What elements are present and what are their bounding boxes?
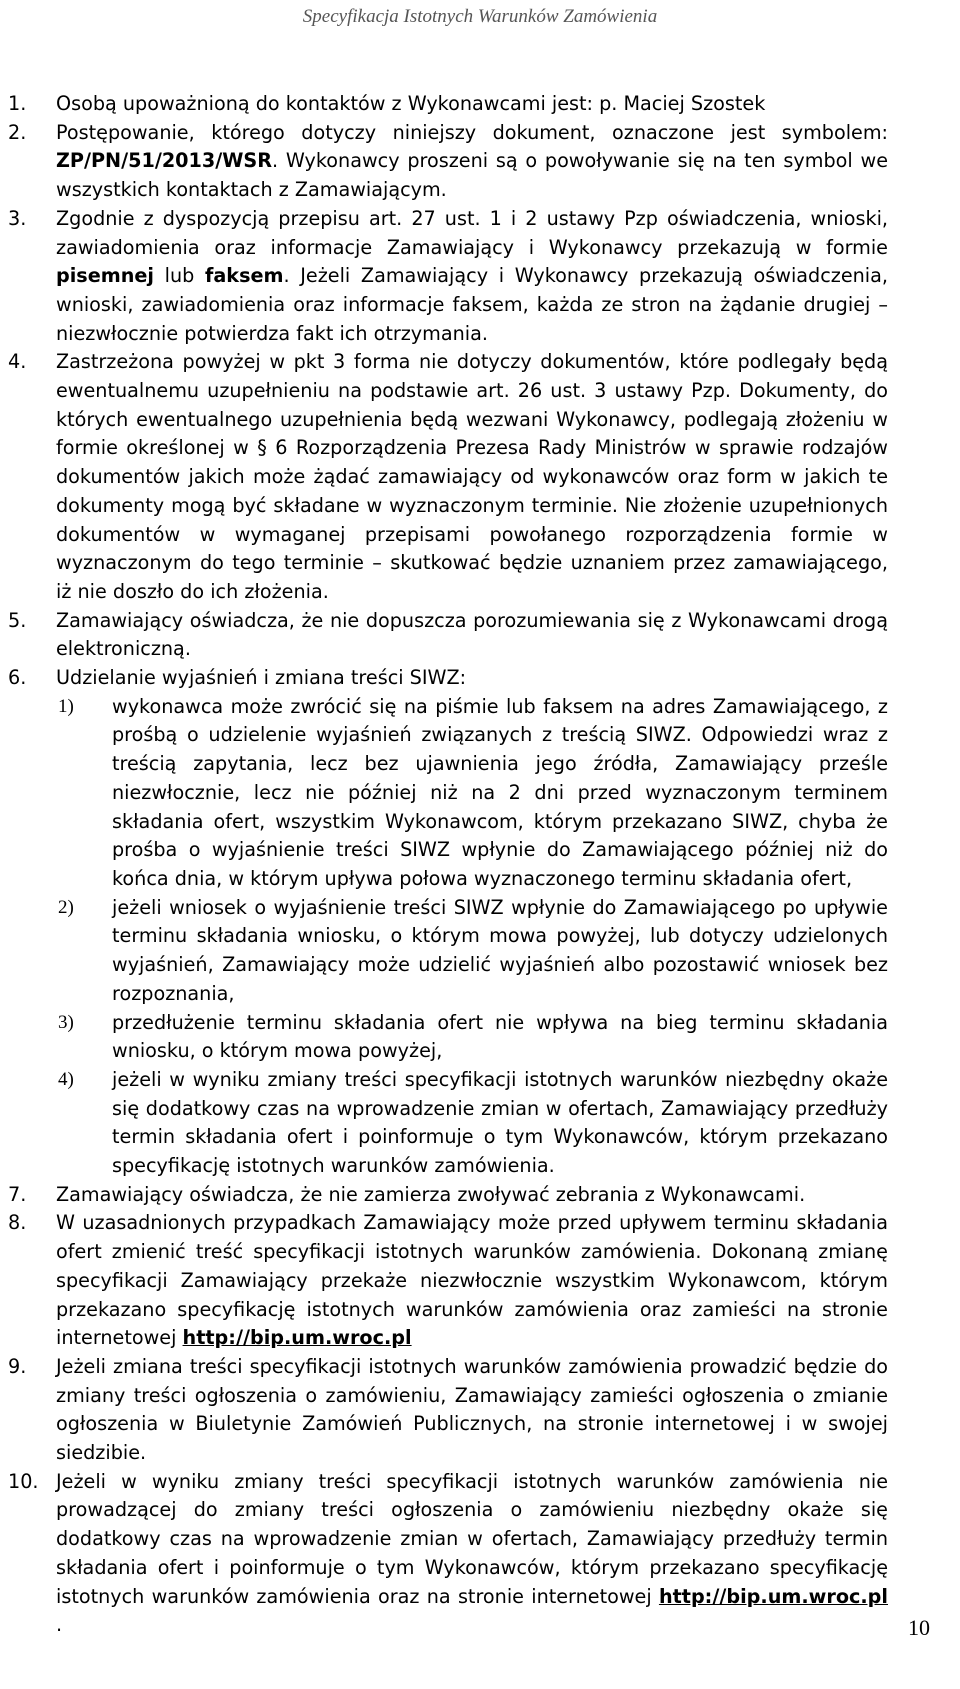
list-item xyxy=(8,664,888,693)
item-text: Jeżeli w wyniku zmiany treści specyfikacji istotnych warunków zamówienia nie prowadzącej do zmiany treści ogłoszenia o zamówieniu niezbędny okaże się dodatkowy czas na wprowadzenie zmian w ofertach, Zamawiający przedłuży termin składania ofert i poinformuje o tym Wykonawców, którym przekazano specyfikację istotnych warunków zamówienia oraz na stronie internetowej xyxy=(56,1469,888,1608)
item-text: Osobą upoważnioną do kontaktów z Wykonawcami jest: p. Maciej Szostek xyxy=(56,92,766,115)
list-item xyxy=(8,205,888,349)
page-header: Specyfikacja Istotnych Warunków Zamówienia xyxy=(302,6,658,27)
item-text: lub xyxy=(164,264,195,288)
item-text: . Jeżeli Zamawiający i Wykonawcy przekazują oświadczenia, wnioski, zawiadomienia oraz informacje faksem, każda ze stron na żądanie drugiej – niezwłocznie potwierdza fakt ich otrzymania. xyxy=(56,264,888,345)
sub-item-text: jeżeli w wyniku zmiany treści specyfikacji istotnych warunków niezbędny okaże się dodatkowy czas na wprowadzenie zmian w ofertach, Zamawiający przedłuży termin składania ofert i poinformuje o tym Wykonawców, którym przekazano specyfikację istotnych warunków zamówienia. xyxy=(112,1067,888,1178)
sub-item-text: jeżeli wniosek o wyjaśnienie treści SIWZ wpłynie do Zamawiającego po upływie terminu składania wniosku, o którym mowa powyżej, lub dotyczy udzielonych wyjaśnień, Zamawiający może udzielić wyjaśnień albo pozostawić wniosek bez rozpoznania, xyxy=(112,895,888,1005)
sub-list-item xyxy=(8,693,888,894)
bip-link[interactable]: http://bip.um.wroc.pl xyxy=(182,1326,412,1350)
sub-item-text: przedłużenie terminu składania ofert nie wpływa na bieg terminu składania wniosku, o którym mowa powyżej, xyxy=(112,1010,888,1063)
list-item xyxy=(8,1353,888,1468)
list-item xyxy=(8,119,888,205)
list-item xyxy=(8,1468,888,1640)
item-text: . Wykonawcy proszeni są o powoływanie się na ten symbol we wszystkich kontaktach z Zamawiającym. xyxy=(56,149,888,202)
sub-item-number: 4) xyxy=(58,1068,74,1090)
item-number: 10. xyxy=(8,1469,39,1493)
page-number: 10 xyxy=(908,1615,930,1640)
item-text: . xyxy=(56,1613,63,1637)
item-number: 4. xyxy=(8,350,27,374)
list-item xyxy=(8,348,888,606)
item-number: 9. xyxy=(8,1354,27,1378)
list-item xyxy=(8,1209,888,1353)
sub-list-item xyxy=(8,894,888,1009)
bip-link[interactable]: http://bip.um.wroc.pl xyxy=(658,1584,888,1608)
item-number: 3. xyxy=(8,206,27,230)
list-item xyxy=(8,1181,888,1210)
item-text: Zamawiający oświadcza, że nie zamierza zwoływać zebrania z Wykonawcami. xyxy=(56,1182,806,1206)
sub-item-number: 2) xyxy=(58,896,74,918)
sub-item-number: 1) xyxy=(58,695,74,717)
item-number: 1. xyxy=(8,92,27,115)
document-body xyxy=(8,90,888,1640)
list-item xyxy=(8,607,888,664)
item-text: Udzielanie wyjaśnień i zmiana treści SIWZ: xyxy=(56,666,467,690)
item-number: 8. xyxy=(8,1211,27,1235)
sub-list-item xyxy=(8,1066,888,1181)
sub-item-number: 3) xyxy=(58,1011,74,1033)
procedure-symbol: ZP/PN/51/2013/WSR xyxy=(56,149,272,173)
sub-item-text: wykonawca może zwrócić się na piśmie lub faksem na adres Zamawiającego, z prośbą o udzielenie wyjaśnień związanych z treścią SIWZ. Odpowiedzi wraz z treścią zapytania, lecz bez ujawnienia jego źródła, Zamawiający prześle niezwłocznie, lecz nie później niż na 2 dni przed wyznaczonym terminem składania ofert, wszystkim Wykonawcom, którym przekazano SIWZ, chyba że prośba o wyjaśnienie treści SIWZ wpłynie do Zamawiającego później niż do końca dnia, w którym upływa połowa wyznaczonego terminu składania ofert, xyxy=(112,694,888,890)
item-text: W uzasadnionych przypadkach Zamawiający może przed upływem terminu składania ofert zmienić treść specyfikacji istotnych warunków zamówienia. Dokonaną zmianę specyfikacji Zamawiający przekaże niezwłocznie wszystkim Wykonawcom, którym przekazano specyfikację istotnych warunków zamówienia oraz zamieści na stronie internetowej xyxy=(56,1211,888,1350)
item-number: 7. xyxy=(8,1182,27,1206)
item-text: Zgodnie z dyspozycją przepisu art. 27 ust. 1 i 2 ustawy Pzp oświadczenia, wnioski, zawiadomienia oraz informacje Zamawiający i Wykonawcy przekazują w formie xyxy=(56,206,888,259)
list-item xyxy=(8,90,888,119)
item-text: Postępowanie, którego dotyczy niniejszy dokument, oznaczone jest symbolem: xyxy=(56,120,888,144)
emphasis-pisemnej: pisemnej xyxy=(56,264,154,288)
emphasis-faksem: faksem xyxy=(205,264,284,288)
item-text: Jeżeli zmiana treści specyfikacji istotnych warunków zamówienia prowadzić będzie do zmiany treści ogłoszenia o zamówieniu, Zamawiający zamieści ogłoszenia o zmianie ogłoszenia w Biuletynie Zamówień Publicznych, na stronie internetowej i w swojej siedzibie. xyxy=(56,1354,888,1465)
item-text: Zastrzeżona powyżej w pkt 3 forma nie dotyczy dokumentów, które podlegały będą ewentualnemu uzupełnieniu na podstawie art. 26 ust. 3 ustawy Pzp. Dokumenty, do których ewentualnego uzupełnienia będą wezwani Wykonawcy, podlegają złożeniu w formie określonej w § 6 Rozporządzenia Prezesa Rady Ministrów w sprawie rodzajów dokumentów jakich może żądać zamawiający od wykonawców oraz form w jakich te dokumenty mogą być składane w wyznaczonym terminie. Nie złożenie uzupełnionych dokumentów w wymaganej przepisami powołanego rozporządzenia formie w wyznaczonym do tego terminie – skutkować będzie uznaniem przez zamawiającego, iż nie doszło do ich złożenia. xyxy=(56,350,888,603)
item-text: Zamawiający oświadcza, że nie dopuszcza porozumiewania się z Wykonawcami drogą elektroniczną. xyxy=(56,608,888,661)
sub-list-item xyxy=(8,1009,888,1066)
item-number: 2. xyxy=(8,120,27,144)
item-number: 5. xyxy=(8,608,27,632)
item-number: 6. xyxy=(8,666,27,690)
